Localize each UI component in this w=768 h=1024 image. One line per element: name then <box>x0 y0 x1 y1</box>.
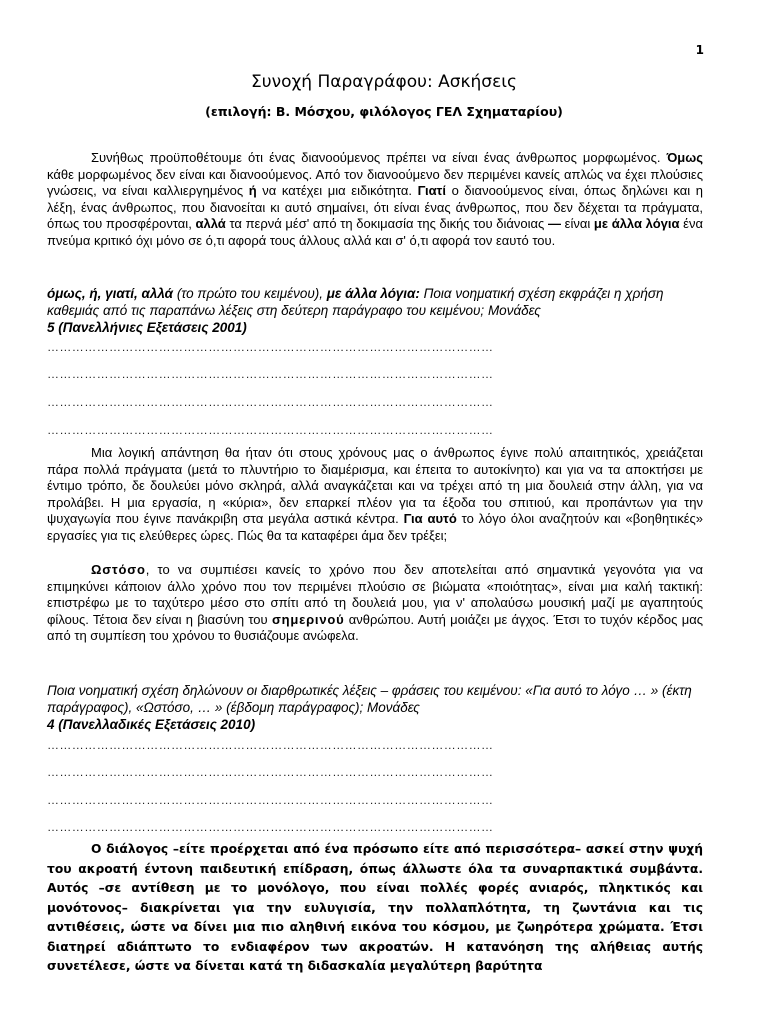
answer-line[interactable]: ……………………………………………………………………………………………… <box>47 793 494 807</box>
text-1-part-g: ένα πνεύμα κριτικό όχι μόνο σε ό,τι αφορά τους άλλους αλλά και σ' ό,τι αφορά τον εαυτό του. <box>47 216 703 248</box>
text-1-part-d: ο διανοούμενος είναι, όπως δηλώνει και η λέξη, ένας άνθρωπος, που διανοείται κι αυτό σημαίνει, ότι είναι ένας άνθρωπος, που δεν δέχεται τα πράγματα, όπως του προσφέρονται, <box>47 183 703 232</box>
question-2 <box>47 682 703 733</box>
question-2-text: Ποια νοηματική σχέση δηλώνουν οι διαρθρωτικές λέξεις – φράσεις του κειμένου: «Για αυτό το λόγο … » (έκτη παράγραφος), «Ωστόσο, … » (έβδομη παράγραφος); Μονάδες <box>47 683 692 715</box>
keyword-alla: αλλά <box>195 216 226 232</box>
text-2-part-b: το λόγο όλοι αναζητούν και «βοηθητικές» εργασίες για τις ελεύθερες ώρες. Πώς θα τα καταφέρει άμα δεν τρέξει; <box>47 511 703 543</box>
answer-line[interactable]: ……………………………………………………………………………………………… <box>47 738 494 752</box>
page-number: 1 <box>695 43 704 57</box>
page-subtitle: (επιλογή: Β. Μόσχου, φιλόλογος ΓΕΛ Σχηματαρίου) <box>205 104 563 119</box>
keyword-me-alla-logia: με άλλα λόγια <box>593 216 680 232</box>
text-1-part-f: είναι <box>560 216 591 232</box>
text-3-part-b: ανθρώπου. Αυτή μοιάζει με άγχος. Έτσι το τυχόν κέρδος μας από τη συμπίεση του χρόνου το θυσιάζουμε ανώφελα. <box>47 611 703 644</box>
answer-line[interactable]: ……………………………………………………………………………………………… <box>47 340 494 354</box>
text-paragraph-4: Ο διάλογος –είτε προέρχεται από ένα πρόσωπο είτε από περισσότερα– ασκεί στην ψυχή του ακροατή έντονη παιδευτική επίδραση, όπως άλλωστε όλα τα συναρπακτικά συμβάντα. Αυτός –σε αντίθεση με το μονόλογο, που είναι πολλές φορές ανιαρός, πληκτικός και μονότονος– διακρίνεται για την ευλυγισία, την πολλαπλότητα, τη ζωντάνια και τις αντιθέσεις, ώστε να δίνει μια πιο αληθινή εικόνα του κόσμου, με ζωηρότερα χρώματα. Έτσι διατηρεί αδιάπτωτο το ενδιαφέρον των ακροατών. Η κατανόηση της αλήθειας αυτής συνετέλεσε, ώστε να δίνεται κατά τη διδασκαλία μεγαλύτερη βαρύτητα <box>47 842 703 973</box>
keyword-gia-ayto: Για αυτό <box>403 511 457 527</box>
answer-line[interactable]: ……………………………………………………………………………………………… <box>47 423 494 437</box>
text-paragraph-3 <box>47 562 703 645</box>
keyword-simerinou: σημερινού <box>271 611 345 627</box>
page-title: Συνοχή Παραγράφου: Ασκήσεις <box>251 72 517 92</box>
answer-line[interactable]: ……………………………………………………………………………………………… <box>47 367 494 381</box>
question-1-mid: (το πρώτο του κειμένου), <box>173 286 327 301</box>
text-3-part-a: , το να συμπιέσει κανείς το χρόνο που δεν αποτελείται από σημαντικά γεγονότα για να επιμηκύνει κάποιον άλλο χρόνο που τον περιμένει πλούσιο σε βιώματα «ποιότητας», είναι μια καλή τακτική: επιστρέφω με το ταχύτερο μέσο στο σπίτι από τη δουλειά μου, για ν' απολαύσω μουσική μαζί με αγαπητούς φίλους. Τέτοια δεν είναι η βιασύνη του <box>47 562 703 627</box>
text-1-part-a: Συνήθως προϋποθέτουμε ότι ένας διανοούμενος πρέπει να είναι ένας άνθρωπος μορφωμένος. <box>91 150 661 165</box>
question-1-source: (Πανελλήνιες Εξετάσεις 2001) <box>54 320 247 335</box>
text-1-part-e: τα περνά μέσ' από τη δοκιμασία της δικής του διάνοιας <box>225 216 545 232</box>
answer-line[interactable]: ……………………………………………………………………………………………… <box>47 765 494 779</box>
text-1-part-b: κάθε μορφωμένος δεν είναι και διανοούμενος. Από τον διανοούμενο δεν περιμένει κανείς απλώς να έχει πλούσιες γνώσεις, να είναι καλλιεργημένος <box>47 166 703 199</box>
text-2-part-a: Μια λογική απάντηση θα ήταν ότι στους χρόνους μας ο άνθρωπος έγινε πολύ απαιτητικός, χρειάζεται πάρα πολλά πράγματα (μετά το πλυντήριο το διαμέρισμα, και έπειτα το αυτοκίνητο) και για να τα αποκτήσει με έντιμο τρόπο, δε δουλεύει μόνο σκληρά, αλλά αναγκάζεται και να τρέχει από τη μια δουλειά στην άλλη, για να προλάβει. Η μια εργασία, η «κύρια», δεν επαρκεί πλέον για τα έξοδα του σπιτιού, και προπάντων για την ψυχαγωγία που έγινε πανάκριβη στα μεγάλα αστικά κέντρα. <box>47 445 703 527</box>
keyword-i: ή <box>248 183 257 199</box>
question-1-words-2: με άλλα λόγια: <box>326 286 420 301</box>
question-1 <box>47 285 703 336</box>
question-1-score: 5 <box>47 320 55 335</box>
keyword-omos: Όμως <box>666 150 703 165</box>
keyword-dash: — <box>547 216 561 232</box>
keyword-giati: Γιατί <box>417 183 446 199</box>
answer-line[interactable]: ……………………………………………………………………………………………… <box>47 395 494 409</box>
text-paragraph-2 <box>47 445 703 545</box>
question-1-words: όμως, ή, γιατί, αλλά <box>47 286 174 301</box>
text-paragraph-1 <box>47 150 703 250</box>
answer-line[interactable]: ……………………………………………………………………………………………… <box>47 820 494 834</box>
keyword-ostoso: Ωστόσο <box>91 562 146 577</box>
question-1-text: Ποια νοηματική σχέση εκφράζει η χρήση καθεμιάς από τις παραπάνω λέξεις στη δεύτερη παράγραφο του κειμένου; Μονάδες <box>47 286 664 318</box>
question-2-score: 4 <box>47 717 55 732</box>
text-1-part-c: να κατέχει μια ειδικότητα. <box>256 183 412 199</box>
question-2-source: (Πανελλαδικές Εξετάσεις 2010) <box>54 717 256 732</box>
